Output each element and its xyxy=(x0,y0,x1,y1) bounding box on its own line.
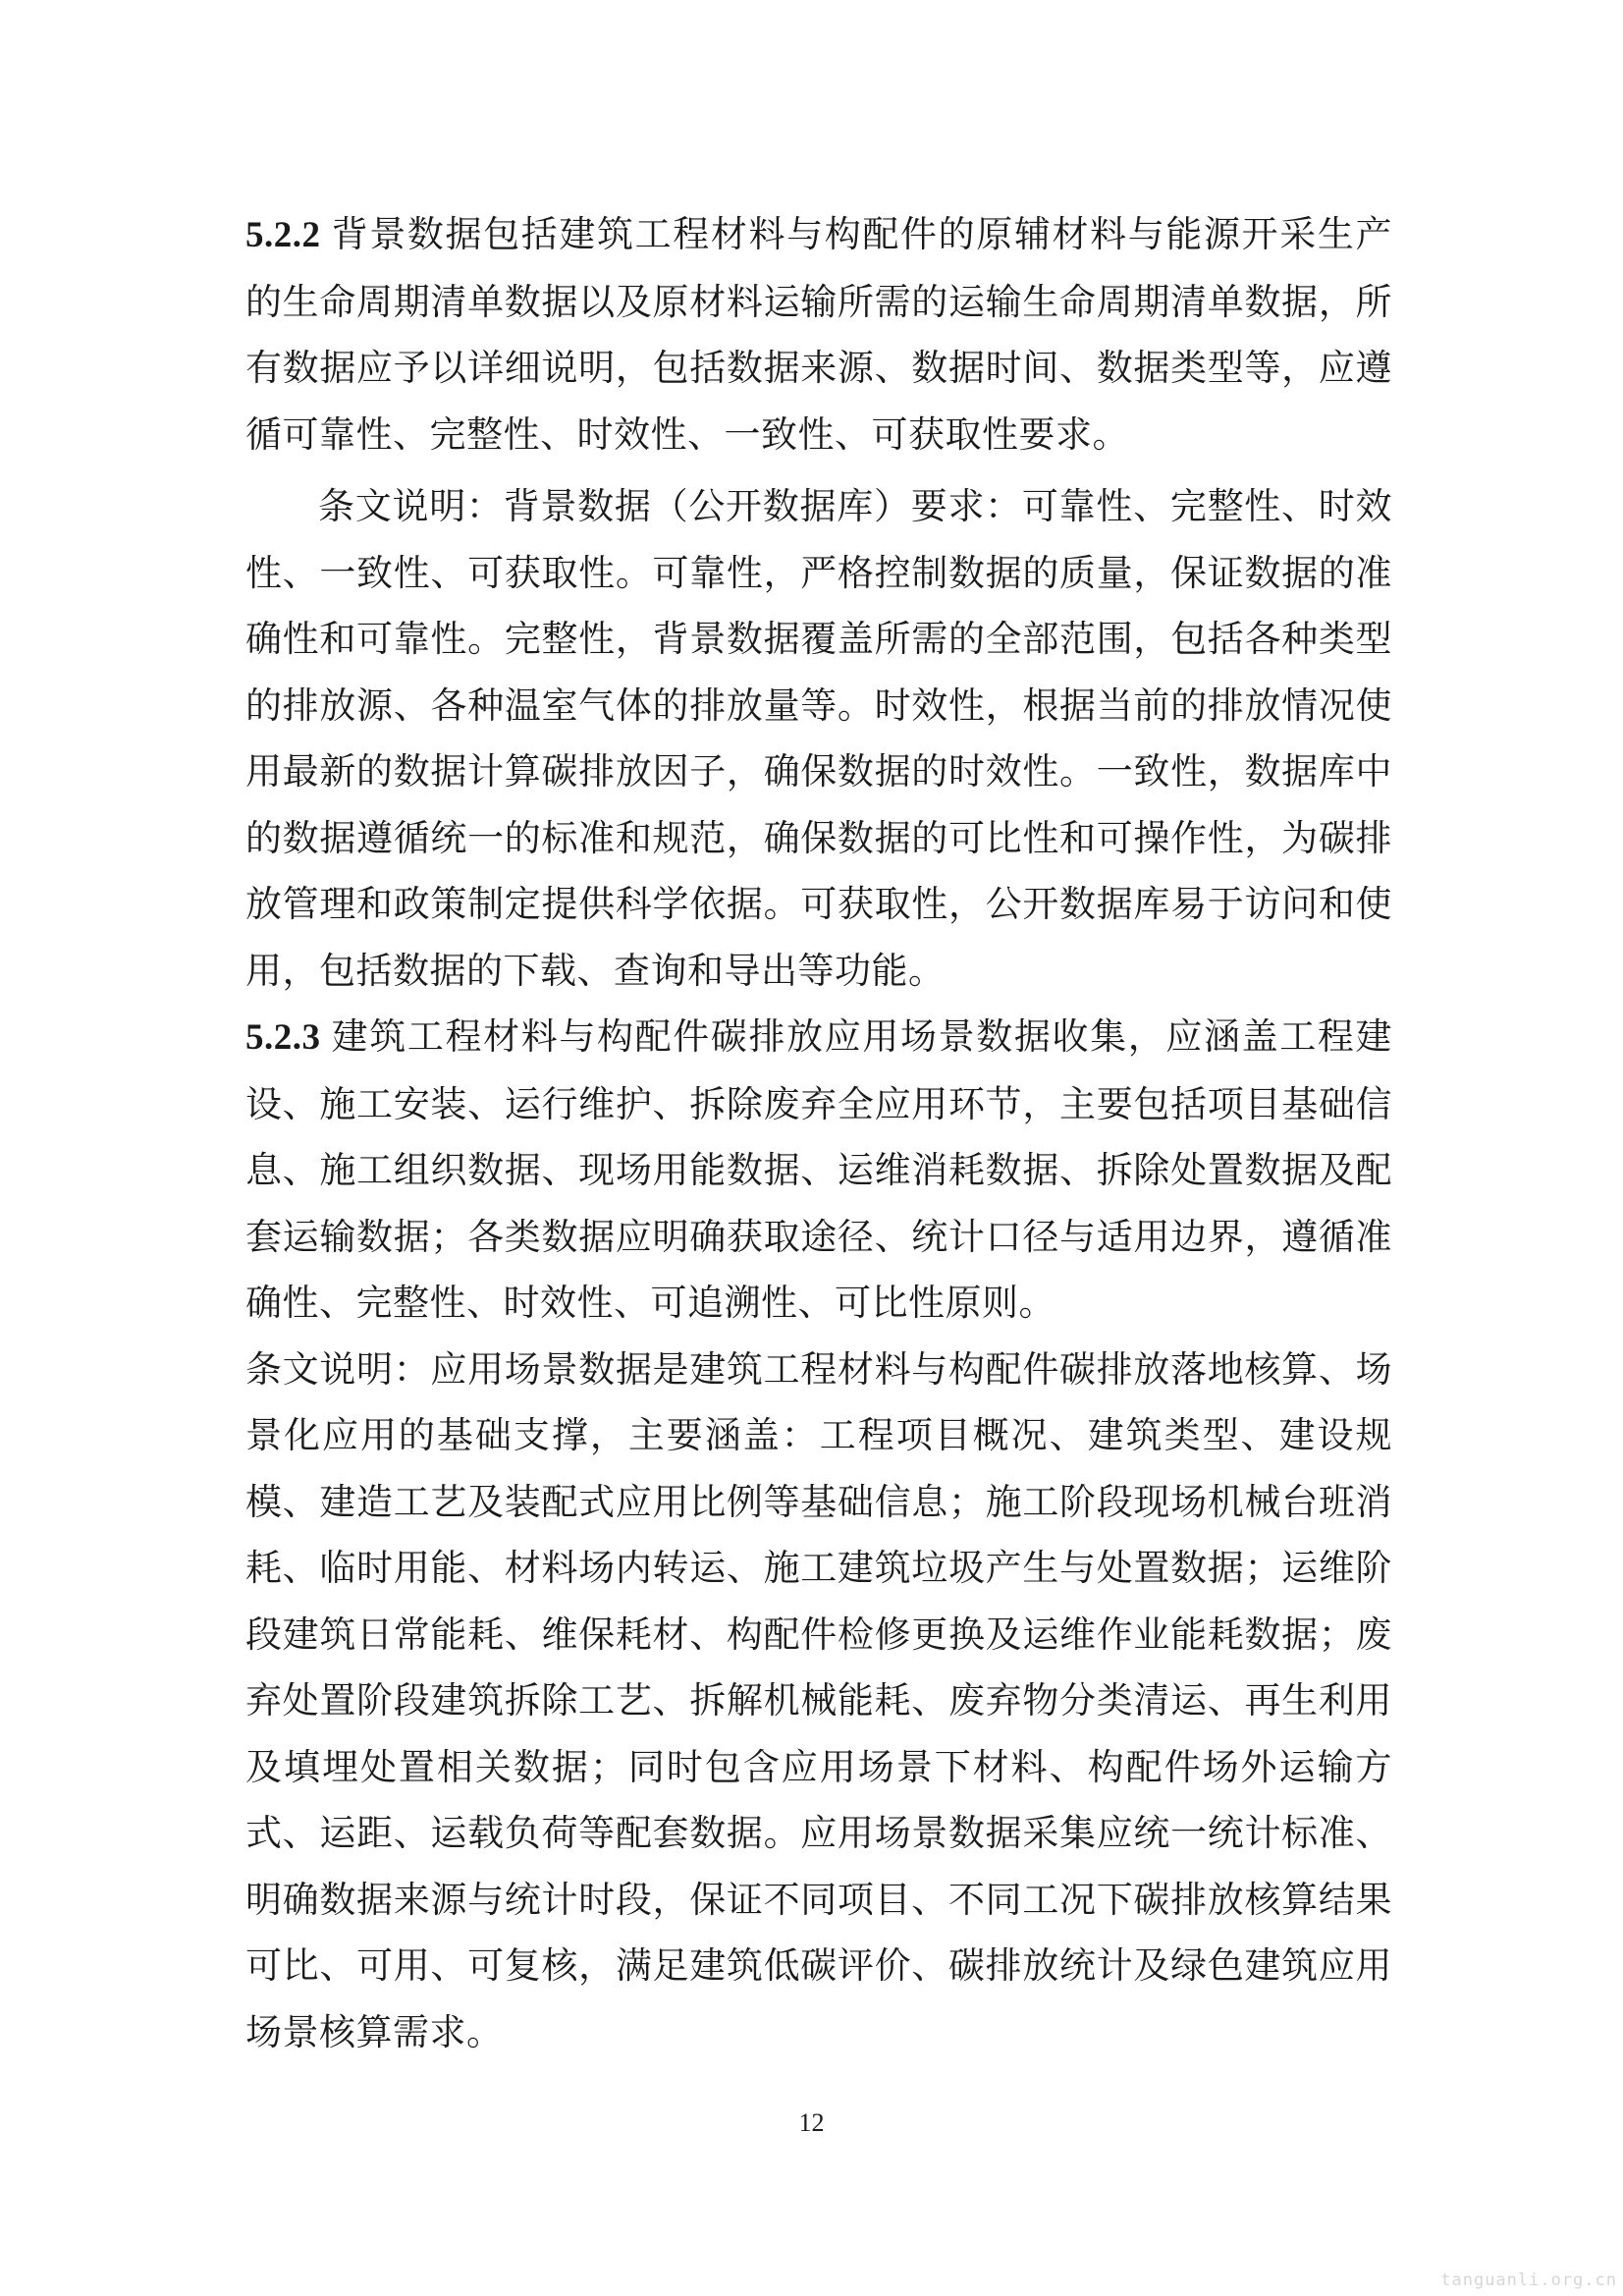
clause-text: 建筑工程材料与构配件碳排放应用场景数据收集，应涵盖工程建设、施工安装、运行维护、拆除废弃全应用环节，主要包括项目基础信息、施工组织数据、现场用能数据、运维消耗数据、拆除处置数据及配套运输数据；各类数据应明确获取途径、统计口径与适用边界，遵循准确性、完整性、时效性、可追溯性、可比性原则。 xyxy=(245,1015,1392,1324)
clause-explanation-5-2-2: 条文说明：背景数据（公开数据库）要求：可靠性、完整性、时效性、一致性、可获取性。可靠性，严格控制数据的质量，保证数据的准确性和可靠性。完整性，背景数据覆盖所需的全部范围，包括各种类型的排放源、各种温室气体的排放量等。时效性，根据当前的排放情况使用最新的数据计算碳排放因子，确保数据的时效性。一致性，数据库中的数据遵循统一的标准和规范，确保数据的可比性和可操作性，为碳排放管理和政策制定提供科学依据。可获取性，公开数据库易于访问和使用，包括数据的下载、查询和导出等功能。 xyxy=(245,485,1392,992)
clause-5-2-3 xyxy=(245,1004,1392,1337)
clause-number: 5.2.3 xyxy=(245,1017,321,1058)
clause-5-2-2 xyxy=(245,201,1392,467)
clause-text: 背景数据包括建筑工程材料与构配件的原辅材料与能源开采生产的生命周期清单数据以及原材料运输所需的运输生命周期清单数据，所有数据应予以详细说明，包括数据来源、数据时间、数据类型等，应遵循可靠性、完整性、时效性、一致性、可获取性要求。 xyxy=(245,213,1392,456)
clause-number: 5.2.2 xyxy=(245,215,321,255)
document-body xyxy=(245,201,1392,2065)
watermark: tanguanli.org.cn xyxy=(1440,2270,1617,2290)
page-number: 12 xyxy=(798,2108,825,2137)
clause-explanation-5-2-3: 条文说明：应用场景数据是建筑工程材料与构配件碳排放落地核算、场景化应用的基础支撑，主要涵盖：工程项目概况、建筑类型、建设规模、建造工艺及装配式应用比例等基础信息；施工阶段现场机械台班消耗、临时用能、材料场内转运、施工建筑垃圾产生与处置数据；运维阶段建筑日常能耗、维保耗材、构配件检修更换及运维作业能耗数据；废弃处置阶段建筑拆除工艺、拆解机械能耗、废弃物分类清运、再生利用及填埋处置相关数据；同时包含应用场景下材料、构配件场外运输方式、运距、运载负荷等配套数据。应用场景数据采集应统一统计标准、明确数据来源与统计时段，保证不同项目、不同工况下碳排放核算结果可比、可用、可复核，满足建筑低碳评价、碳排放统计及绿色建筑应用场景核算需求。 xyxy=(245,1347,1392,2053)
